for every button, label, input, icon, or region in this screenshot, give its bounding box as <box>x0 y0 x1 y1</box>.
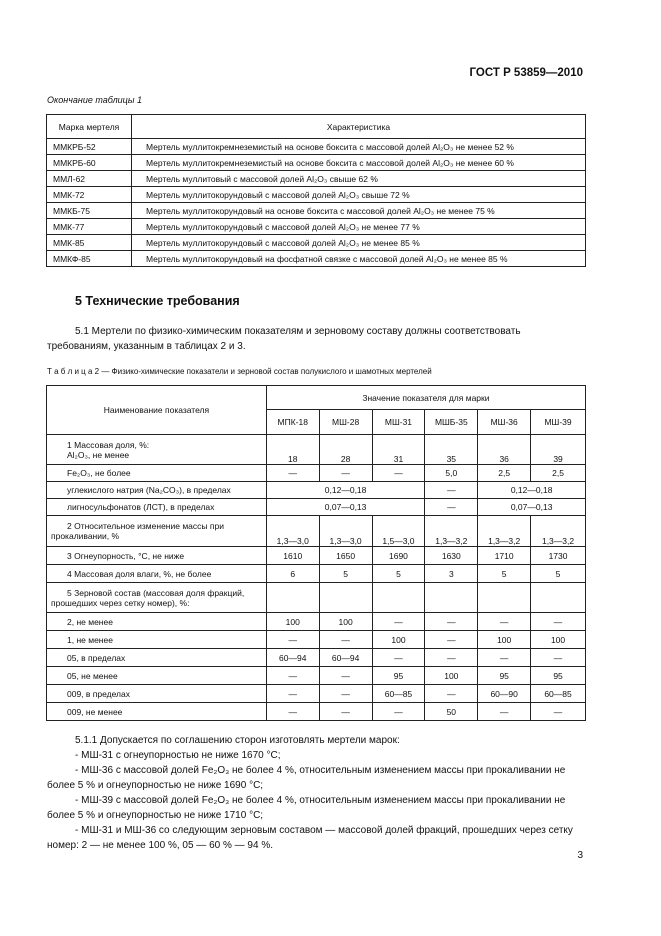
table-2 <box>46 385 586 721</box>
value-cell: — <box>319 465 372 482</box>
page-number: 3 <box>577 850 583 861</box>
value-cell: 3 <box>425 565 478 583</box>
value-cell: — <box>478 703 531 721</box>
table-row <box>47 203 586 219</box>
value-cell: — <box>372 649 425 667</box>
value-cell <box>478 583 531 613</box>
value-cell: — <box>478 649 531 667</box>
value-cell: — <box>531 613 586 631</box>
col-header-characteristic: Характеристика <box>132 115 586 139</box>
value-cell: 100 <box>478 631 531 649</box>
value-cell: 5 <box>478 565 531 583</box>
characteristic-cell: Мертель муллитокремнеземистый на основе боксита с массовой долей Al₂O₃ не менее 60 % <box>132 155 586 171</box>
value-cell: 95 <box>372 667 425 685</box>
row-label: 2, не менее <box>47 613 267 631</box>
value-cell: — <box>425 631 478 649</box>
value-cell: 0,12—0,18 <box>478 482 586 499</box>
value-cell: 1710 <box>478 547 531 565</box>
value-cell: 1650 <box>319 547 372 565</box>
value-cell: — <box>319 631 372 649</box>
row-label: 3 Огнеупорность, °С, не ниже <box>47 547 267 565</box>
mark-cell: ММК-85 <box>47 235 132 251</box>
mark-header: МШ-28 <box>319 410 372 435</box>
value-cell: 0,07—0,13 <box>478 499 586 516</box>
characteristic-cell: Мертель муллитокорундовый с массовой долей Al₂O₃ свыше 72 % <box>132 187 586 203</box>
value-cell: 1,3—3,0 <box>319 516 372 547</box>
mark-header: МПК-18 <box>266 410 319 435</box>
row-label: 05, не менее <box>47 667 267 685</box>
value-cell: 0,12—0,18 <box>266 482 425 499</box>
col-header-mark: Марка мертеля <box>47 115 132 139</box>
value-cell: 28 <box>319 435 372 465</box>
clause-item: - МШ-31 и МШ-36 со следующим зерновым составом — массовой долей фракций, прошедших через сетку номер: 2 — не менее 100 %, 05 — 60 % — 94 %. <box>47 825 573 851</box>
value-cell: 60—85 <box>531 685 586 703</box>
value-cell: 60—90 <box>478 685 531 703</box>
mark-header: МШ-39 <box>531 410 586 435</box>
table-row <box>47 631 586 649</box>
value-cell: 100 <box>266 613 319 631</box>
value-cell: 100 <box>425 667 478 685</box>
value-cell: — <box>266 703 319 721</box>
document-code: ГОСТ Р 53859—2010 <box>469 67 583 79</box>
table-row <box>47 685 586 703</box>
row-label-line: 1 Массовая доля, %: <box>67 439 150 450</box>
value-cell: 2,5 <box>478 465 531 482</box>
table-row <box>47 235 586 251</box>
value-cell: — <box>266 465 319 482</box>
value-cell: 60—94 <box>266 649 319 667</box>
mark-cell: ММЛ-62 <box>47 171 132 187</box>
value-cell: 95 <box>531 667 586 685</box>
value-cell: — <box>425 685 478 703</box>
col-header-indicator: Наименование показателя <box>47 386 267 435</box>
value-cell: 1610 <box>266 547 319 565</box>
value-cell: — <box>319 667 372 685</box>
value-cell <box>531 583 586 613</box>
table2-caption: Т а б л и ц а 2 — Физико-химические показатели и зерновой состав полукислого и шамотных мертелей <box>47 367 432 376</box>
value-cell: 5,0 <box>425 465 478 482</box>
table-row <box>47 613 586 631</box>
clause-intro: 5.1.1 Допускается по соглашению сторон изготовлять мертели марок: <box>75 735 400 746</box>
mark-cell: ММКРБ-52 <box>47 139 132 155</box>
value-cell: 5 <box>531 565 586 583</box>
characteristic-cell: Мертель муллитокорундовый с массовой долей Al₂O₃ не менее 77 % <box>132 219 586 235</box>
section-5-title: 5 Технические требования <box>75 294 240 308</box>
characteristic-cell: Мертель муллитокремнеземистый на основе боксита с массовой долей Al₂O₃ не менее 52 % <box>132 139 586 155</box>
mark-cell: ММКРБ-60 <box>47 155 132 171</box>
paragraph-5-1: 5.1 Мертели по физико-химическим показателям и зерновому составу должны соответствовать требованиям, указанным в таблицах 2 и 3. <box>47 326 521 352</box>
value-cell: — <box>319 685 372 703</box>
col-header-value: Значение показателя для марки <box>266 386 585 410</box>
value-cell: 60—94 <box>319 649 372 667</box>
value-cell: 1,5—3,0 <box>372 516 425 547</box>
value-cell <box>266 583 319 613</box>
row-label: Fe₂O₃, не более <box>47 465 267 482</box>
value-cell: — <box>319 703 372 721</box>
row-label: 009, не менее <box>47 703 267 721</box>
table-row <box>47 155 586 171</box>
row-label: 05, в пределах <box>47 649 267 667</box>
value-cell: — <box>478 613 531 631</box>
value-cell: 1,3—3,0 <box>266 516 319 547</box>
value-cell: — <box>531 703 586 721</box>
value-cell: — <box>372 613 425 631</box>
value-cell: 1,3—3,2 <box>531 516 586 547</box>
table1-caption: Окончание таблицы 1 <box>47 95 142 105</box>
clause-item: - МШ-39 с массовой долей Fe₂O₃ не более 4 %, относительным изменением массы при прокаливании не более 5 % и огнеупорностью не ниже 1710 °С; <box>47 795 566 821</box>
value-cell <box>425 583 478 613</box>
row-label: углекислого натрия (Na₂CO₃), в пределах <box>47 482 267 499</box>
table-1 <box>46 114 586 267</box>
value-cell: 100 <box>319 613 372 631</box>
value-cell: — <box>425 482 478 499</box>
mark-cell: ММКБ-75 <box>47 203 132 219</box>
mark-header: МШБ-35 <box>425 410 478 435</box>
value-cell: 100 <box>372 631 425 649</box>
row-label-mass-fraction <box>47 435 267 465</box>
value-cell: 0,07—0,13 <box>266 499 425 516</box>
value-cell: — <box>372 703 425 721</box>
row-label: лигносульфонатов (ЛСТ), в пределах <box>47 499 267 516</box>
value-cell: 60—85 <box>372 685 425 703</box>
row-label-line: Al₂O₃, не менее <box>67 449 130 460</box>
value-cell: 95 <box>478 667 531 685</box>
value-cell: 2,5 <box>531 465 586 482</box>
value-cell: — <box>531 649 586 667</box>
value-cell: — <box>266 631 319 649</box>
table-row <box>47 187 586 203</box>
value-cell: 35 <box>425 435 478 465</box>
mark-header: МШ-31 <box>372 410 425 435</box>
characteristic-cell: Мертель муллитокорундовый на фосфатной связке с массовой долей Al₂O₃ не менее 85 % <box>132 251 586 267</box>
clause-item: - МШ-31 с огнеупорностью не ниже 1670 °С; <box>75 750 281 761</box>
row-label: 009, в пределах <box>47 685 267 703</box>
value-cell: 18 <box>266 435 319 465</box>
table-row <box>47 219 586 235</box>
value-cell <box>319 583 372 613</box>
value-cell: — <box>266 685 319 703</box>
table-row <box>47 667 586 685</box>
value-cell: 5 <box>319 565 372 583</box>
value-cell: 5 <box>372 565 425 583</box>
table-row <box>47 649 586 667</box>
row-label: 4 Массовая доля влаги, %, не более <box>47 565 267 583</box>
table-row <box>47 139 586 155</box>
value-cell: — <box>425 613 478 631</box>
value-cell: 1730 <box>531 547 586 565</box>
value-cell: — <box>266 667 319 685</box>
value-cell: 1690 <box>372 547 425 565</box>
mark-cell: ММК-77 <box>47 219 132 235</box>
mark-header: МШ-36 <box>478 410 531 435</box>
value-cell: — <box>372 465 425 482</box>
value-cell: 1,3—3,2 <box>478 516 531 547</box>
row-label: 2 Относительное изменение массы при прокаливании, % <box>47 516 267 547</box>
mark-cell: ММКФ-85 <box>47 251 132 267</box>
table-row <box>47 703 586 721</box>
value-cell: 1,3—3,2 <box>425 516 478 547</box>
row-label: 1, не менее <box>47 631 267 649</box>
table-row <box>47 251 586 267</box>
characteristic-cell: Мертель муллитокорундовый на основе боксита с массовой долей Al₂O₃ не менее 75 % <box>132 203 586 219</box>
value-cell: 39 <box>531 435 586 465</box>
value-cell: 100 <box>531 631 586 649</box>
value-cell: 1630 <box>425 547 478 565</box>
row-label: 5 Зерновой состав (массовая доля фракций, прошедших через сетку номер), %: <box>47 583 267 613</box>
clause-5-1-1 <box>47 733 587 853</box>
value-cell: 36 <box>478 435 531 465</box>
value-cell: 31 <box>372 435 425 465</box>
value-cell: — <box>425 649 478 667</box>
table-row <box>47 171 586 187</box>
clause-item: - МШ-36 с массовой долей Fe₂O₃ не более 4 %, относительным изменением массы при прокаливании не более 5 % и огнеупорностью не ниже 1690 °С; <box>47 765 566 791</box>
mark-cell: ММК-72 <box>47 187 132 203</box>
value-cell: 6 <box>266 565 319 583</box>
value-cell <box>372 583 425 613</box>
value-cell: 50 <box>425 703 478 721</box>
value-cell: — <box>425 499 478 516</box>
characteristic-cell: Мертель муллитовый с массовой долей Al₂O₃ свыше 62 % <box>132 171 586 187</box>
characteristic-cell: Мертель муллитокорундовый с массовой долей Al₂O₃ не менее 85 % <box>132 235 586 251</box>
